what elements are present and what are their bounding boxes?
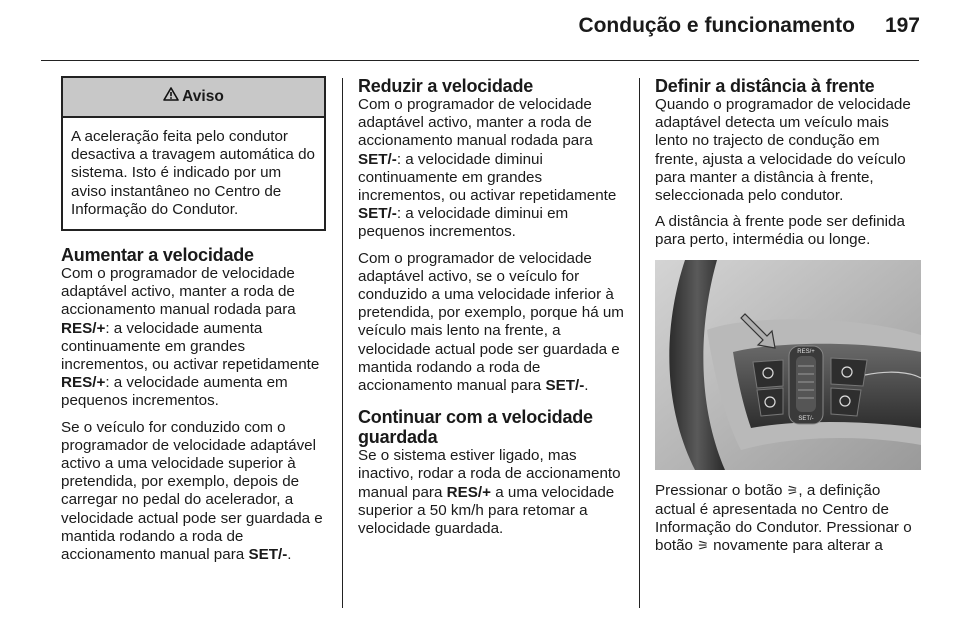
column-1 [61, 76, 326, 572]
heading-distancia: Definir a distância à frente [655, 76, 875, 96]
set-label: SET/- [798, 415, 814, 422]
paragraph-distancia-3: Pressionar o botão ⚞, a definição actual é apresentada no Centro de Informação do Condutor. Pressionar o botão ⚞ novamente para alterar a [655, 481, 912, 555]
distance-button-icon: ⚞ [697, 539, 709, 555]
warning-text: A aceleração feita pelo condutor desactiva a travagem automática do sistema. Isto é indicado por um aviso instantâneo no Centro de Informação do Condutor. [71, 128, 315, 218]
header-divider [41, 60, 919, 61]
column-divider-2 [639, 78, 640, 608]
paragraph-distancia-2: A distância à frente pode ser definida para perto, intermédia ou longe. [655, 213, 905, 249]
steering-wheel-illustration [655, 260, 921, 470]
warning-triangle-icon [163, 78, 179, 116]
header-bar [578, 14, 920, 44]
paragraph-distancia-1: Quando o programador de velocidade adaptável detecta um veículo mais lento no trajecto de condução em frente, ajusta a velocidade do veículo para manter a distância à frente, seleccionada pelo condutor. [655, 96, 911, 205]
steering-wheel-figure [655, 260, 921, 470]
warning-header [63, 78, 324, 118]
distance-button-icon: ⚞ [786, 483, 799, 499]
paragraph-aumentar-2: Se o veículo for conduzido com o programador de velocidade adaptável activo a uma velocidade superior à pretendida, por exemplo, depois de carregar no pedal do acelerador, a velocidade actual pode ser guardada e mantida rodando a roda de accionamento manual para SET/-. [61, 418, 323, 564]
heading-continuar: Continuar com a velocidade guardada [358, 407, 593, 448]
column-3 [655, 76, 923, 564]
column-2 [358, 76, 626, 546]
page-number: 197 [884, 14, 920, 37]
warning-title: Aviso [182, 88, 224, 105]
paragraph-reduzir-2: Com o programador de velocidade adaptável activo, se o veículo for conduzido a uma velocidade inferior à pretendida, por exemplo, porque há um veículo mais lento na frente, a velocidade actual pode ser guardada e mantida rodando a roda de accionamento manual para SET/-. [358, 249, 624, 395]
section-title: Condução e funcionamento [578, 14, 855, 37]
paragraph-aumentar-1: Com o programador de velocidade adaptável activo, manter a roda de accionamento manual rodada para RES/+: a velocidade aumenta continuamente em grandes incrementos, ou activar repetidamente RES/+: a velocidade aumenta em pequenos incrementos. [61, 265, 320, 410]
heading-aumentar: Aumentar a velocidade [61, 245, 254, 266]
column-divider-1 [342, 78, 343, 608]
paragraph-reduzir-1: Com o programador de velocidade adaptável activo, manter a roda de accionamento manual rodada para SET/-: a velocidade diminui continuamente em grandes incrementos, ou activar repetidamente SET/-: a velocidade diminui em pequenos incrementos. [358, 96, 617, 241]
res-label: RES/+ [797, 348, 815, 355]
heading-reduzir: Reduzir a velocidade [358, 76, 534, 96]
warning-box [61, 76, 326, 231]
paragraph-continuar-1: Se o sistema estiver ligado, mas inactivo, rodar a roda de accionamento manual para RES/+ a uma velocidade superior a 50 km/h para retomar a velocidade guardada. [358, 447, 621, 538]
